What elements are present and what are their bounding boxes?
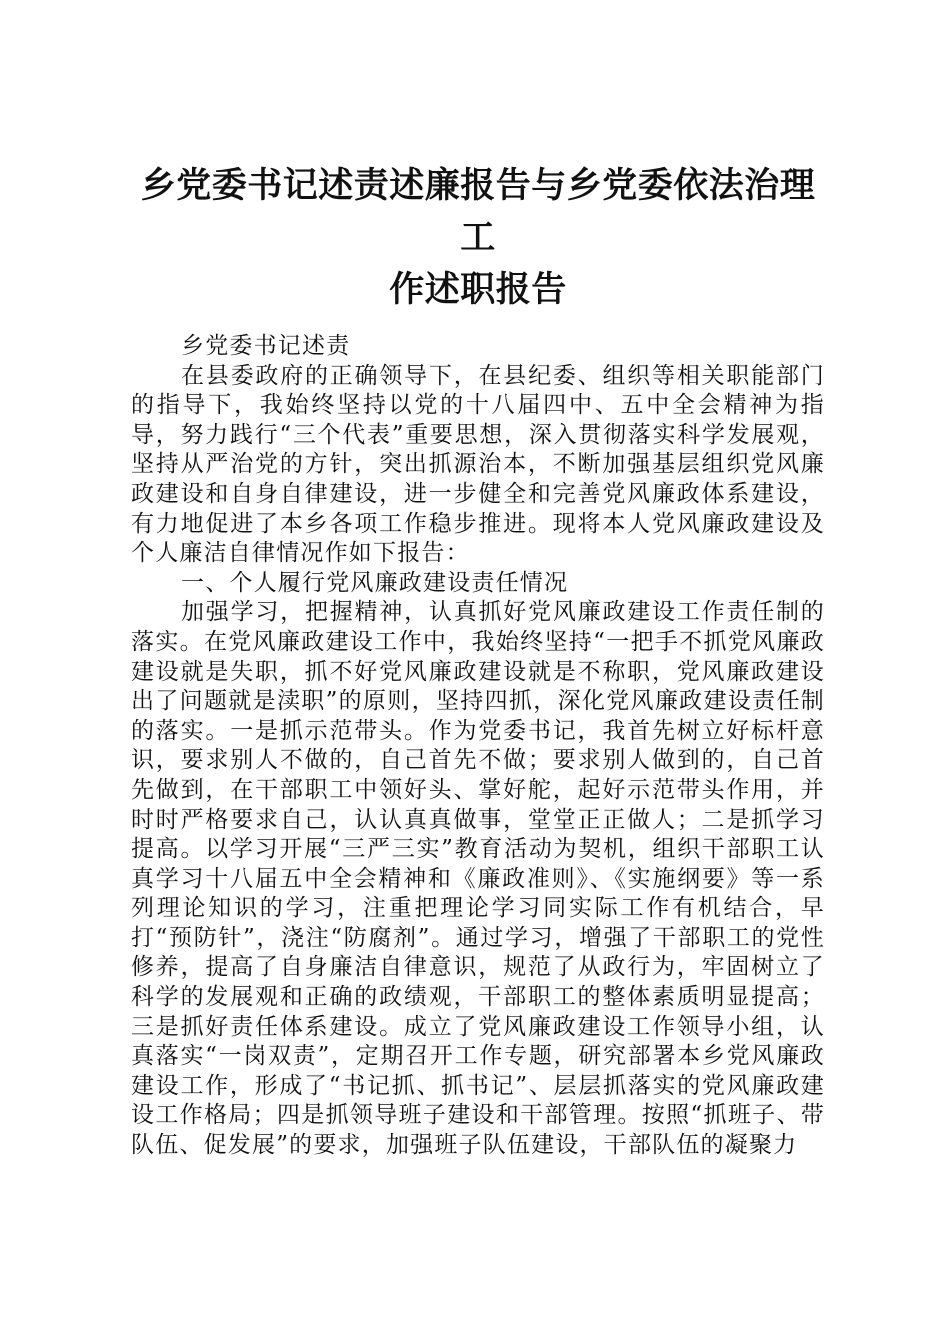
paragraph-body: 加强学习，把握精神，认真抓好党风廉政建设工作责任制的落实。在党风廉政建设工作中，我始终坚持“一把手不抓党风廉政建设就是失职，抓不好党风廉政建设就是不称职，党风廉政建设出了问题就是渎职”的原则，坚持四抓，深化党风廉政建设责任制的落实。一是抓示范带头。作为党委书记，我首先树立好标杆意识，要求别人不做的，自己首先不做；要求别人做到的，自己首先做到，在干部职工中领好头、掌好舵，起好示范带头作用，并时时严格要求自己，认认真真做事，堂堂正正做人；二是抓学习提高。以学习开展“三严三实”教育活动为契机，组织干部职工认真学习十八届五中全会精神和《廉政准则》、《实施纲要》等一系列理论知识的学习，注重把理论学习同实际工作有机结合，早打“预防针”，浇注“防腐剂”。通过学习，增强了干部职工的党性修养，提高了自身廉洁自律意识，规范了从政行为，牢固树立了科学的发展观和正确的政绩观，干部职工的整体素质明显提高；三是抓好责任体系建设。成立了党风廉政建设工作领导小组，认真落实“一岗双责”，定期召开工作专题，研究部署本乡党风廉政建设工作，形成了“书记抓、抓书记”、层层抓落实的党风廉政建设工作格局；四是抓领导班子建设和干部管理。按照“抓班子、带队伍、促发展”的要求，加强班子队伍建设，干部队伍的凝聚力 <box>131 599 825 1159</box>
title-line-1: 乡党委书记述责述廉报告与乡党委依法治理工 <box>140 166 816 258</box>
section-heading: 一、个人履行党风廉政建设责任情况 <box>181 569 569 596</box>
document-title <box>131 160 825 316</box>
paragraph-intro: 在县委政府的正确领导下，在县纪委、组织等相关职能部门的指导下，我始终坚持以党的十八届四中、五中全会精神为指导，努力践行“三个代表”重要思想，深入贯彻落实科学发展观，坚持从严治党的方针，突出抓源治本，不断加强基层组织党风廉政建设和自身自律建设，进一步健全和完善党风廉政体系建设，有力地促进了本乡各项工作稳步推进。现将本人党风廉政建设及个人廉洁自律情况作如下报告： <box>131 362 825 567</box>
document-page <box>131 160 825 1161</box>
title-line-2: 作述职报告 <box>389 270 567 310</box>
subtitle: 乡党委书记述责 <box>181 333 351 359</box>
